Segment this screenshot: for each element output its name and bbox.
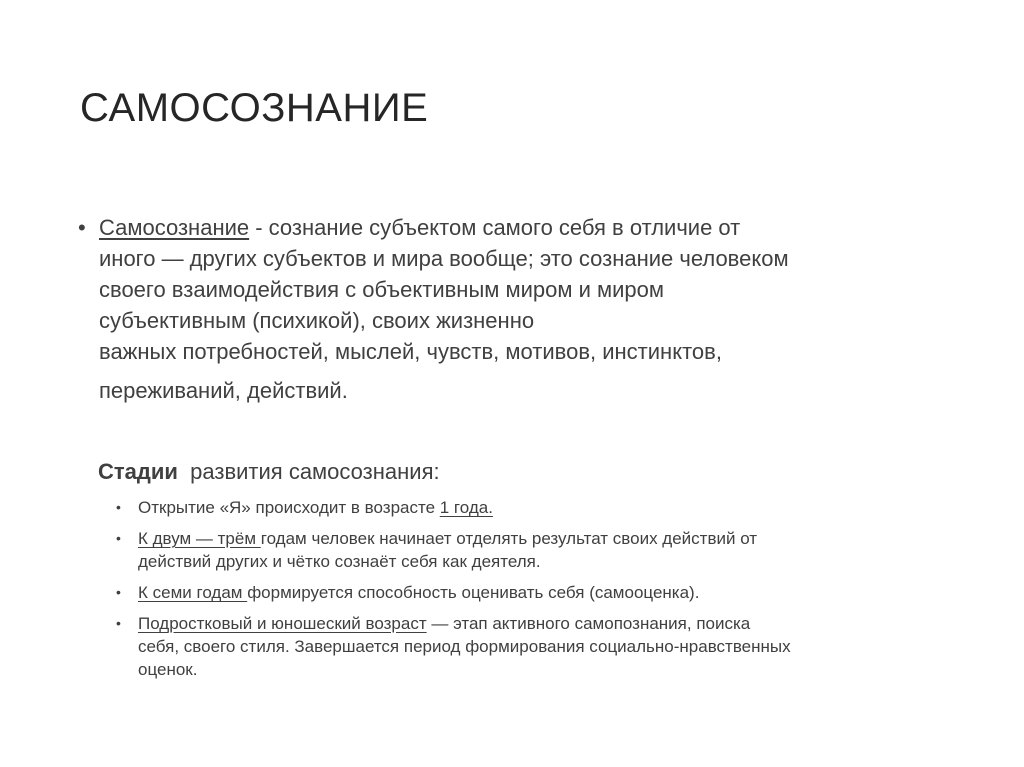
bullet-icon: • bbox=[116, 499, 121, 515]
definition-list bbox=[75, 212, 955, 406]
stages-heading-bold: Стадии bbox=[98, 459, 178, 484]
slide-title: САМОСОЗНАНИЕ bbox=[80, 86, 429, 130]
definition-term: Самосознание bbox=[99, 215, 250, 240]
stage-item: • К двум — трём годам человек начинает отделять результат своих действий от действий других и чётко сознаёт себя как деятеля. bbox=[116, 529, 758, 571]
stage-item: • К семи годам формируется способность оценивать себя (самооценка). bbox=[116, 583, 700, 602]
bullet-icon: • bbox=[116, 615, 121, 631]
stages-heading bbox=[98, 459, 440, 485]
definition-line-6: переживаний, действий. bbox=[99, 378, 348, 403]
bullet-icon: • bbox=[116, 530, 121, 546]
stage-age-label: К семи годам bbox=[138, 583, 248, 602]
definition-line-3: своего взаимодействия с объективным миром и миром bbox=[99, 277, 665, 302]
bullet-icon: • bbox=[116, 584, 121, 600]
stages-heading-rest: развития самосознания: bbox=[177, 459, 440, 484]
definition-line-2: иного — других субъектов и мира вообще; это сознание человеком bbox=[99, 246, 789, 271]
stages-list bbox=[114, 496, 954, 689]
definition-line-5: важных потребностей, мыслей, чувств, мотивов, инстинктов, bbox=[99, 339, 722, 364]
stage-age-label: 1 года. bbox=[439, 498, 493, 517]
definition-line-1: Самосознание - сознание субъектом самого себя в отличие от bbox=[99, 215, 741, 240]
stage-age-label: К двум — трём bbox=[138, 529, 261, 548]
definition-line-4: субъективным (психикой), своих жизненно bbox=[99, 308, 535, 333]
stage-item: • Открытие «Я» происходит в возрасте 1 года. bbox=[116, 498, 493, 517]
bullet-icon: • bbox=[78, 215, 86, 240]
stage-item: • Подростковый и юношеский возраст — этап активного самопознания, поиска себя, своего стиля. Завершается период формирования социально-нравственных оценок. bbox=[116, 614, 791, 679]
definition-item bbox=[75, 212, 955, 406]
stage-age-label: Подростковый и юношеский возраст bbox=[138, 614, 427, 633]
